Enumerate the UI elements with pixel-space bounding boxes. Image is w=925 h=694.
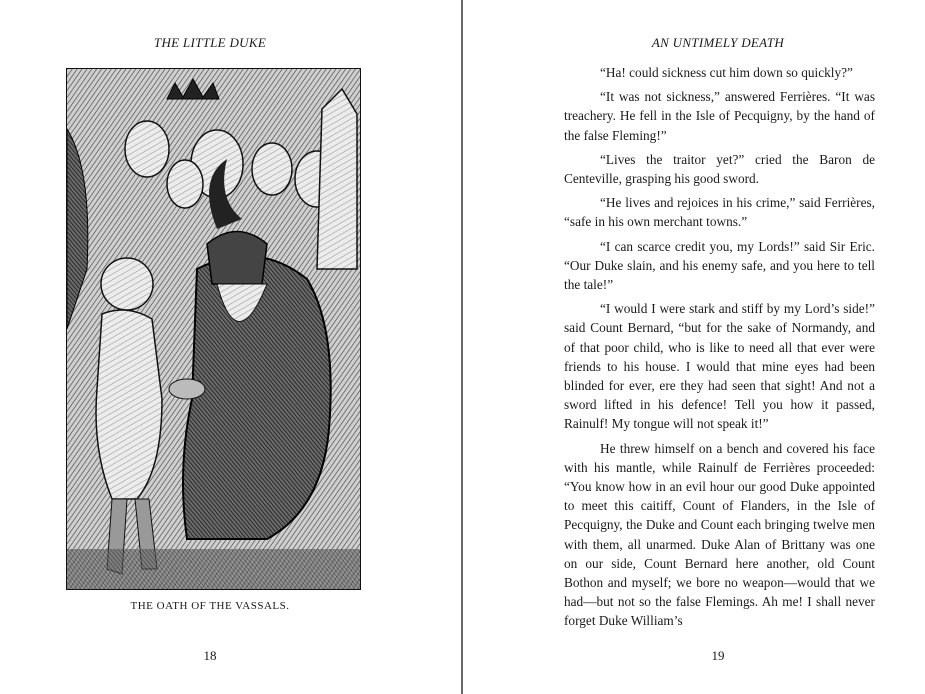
- right-running-head: AN UNTIMELY DEATH: [651, 35, 785, 50]
- right-page-number: 19: [711, 648, 725, 663]
- paragraph: “I would I were stark and stiff by my Lord’s side!” said Count Bernard, “but for the sake of Normandy, and of that poor child, who is like to need all that ever were friends to his house. I would that mine eyes had been blinded for ever, ere they had seen that sight! And not a sword lifted in his defence! Tell you how it passed, Rainulf! My tongue will not speak it!”: [564, 301, 875, 432]
- paragraph: “Ha! could sickness cut him down so quickly?”: [600, 65, 853, 80]
- left-page: [0, 0, 461, 694]
- paragraph: “I can scarce credit you, my Lords!” said Sir Eric. “Our Duke slain, and his enemy safe, and you here to tell the tale!”: [564, 238, 875, 293]
- body-text: [564, 63, 875, 636]
- engraving-picture: [67, 69, 360, 589]
- left-page-number: 18: [203, 648, 217, 663]
- right-page: [463, 0, 925, 694]
- paragraph: “It was not sickness,” answered Ferrières. “It was treachery. He fell in the Isle of Pecquigny, by the hand of the false Fleming!”: [564, 89, 875, 143]
- paragraph: “He lives and rejoices in his crime,” said Ferrières, “safe in his own merchant towns.”: [564, 195, 875, 230]
- engraving-illustration: [66, 68, 361, 590]
- paragraph: He threw himself on a bench and covered his face with his mantle, while Rainulf de Ferrières proceeded: “You know how in an evil hour our good Duke appointed to meet this caitiff, Count of Flanders, in the Isle of Pecquigny, the Duke and Count each bringing twelve men with them, all unarmed. Duke Alan of Brittany was one on our side, Count Bernard here another, old Count Bothon and myself; we bore no weapon—would that we had—but not so the false Flemings. Ah me! I shall never forget Duke William’s: [564, 440, 875, 629]
- illustration-caption: THE OATH OF THE VASSALS.: [130, 600, 290, 612]
- paragraph: “Lives the traitor yet?” cried the Baron de Centeville, grasping his good sword.: [564, 151, 875, 187]
- left-running-head: THE LITTLE DUKE: [153, 35, 267, 50]
